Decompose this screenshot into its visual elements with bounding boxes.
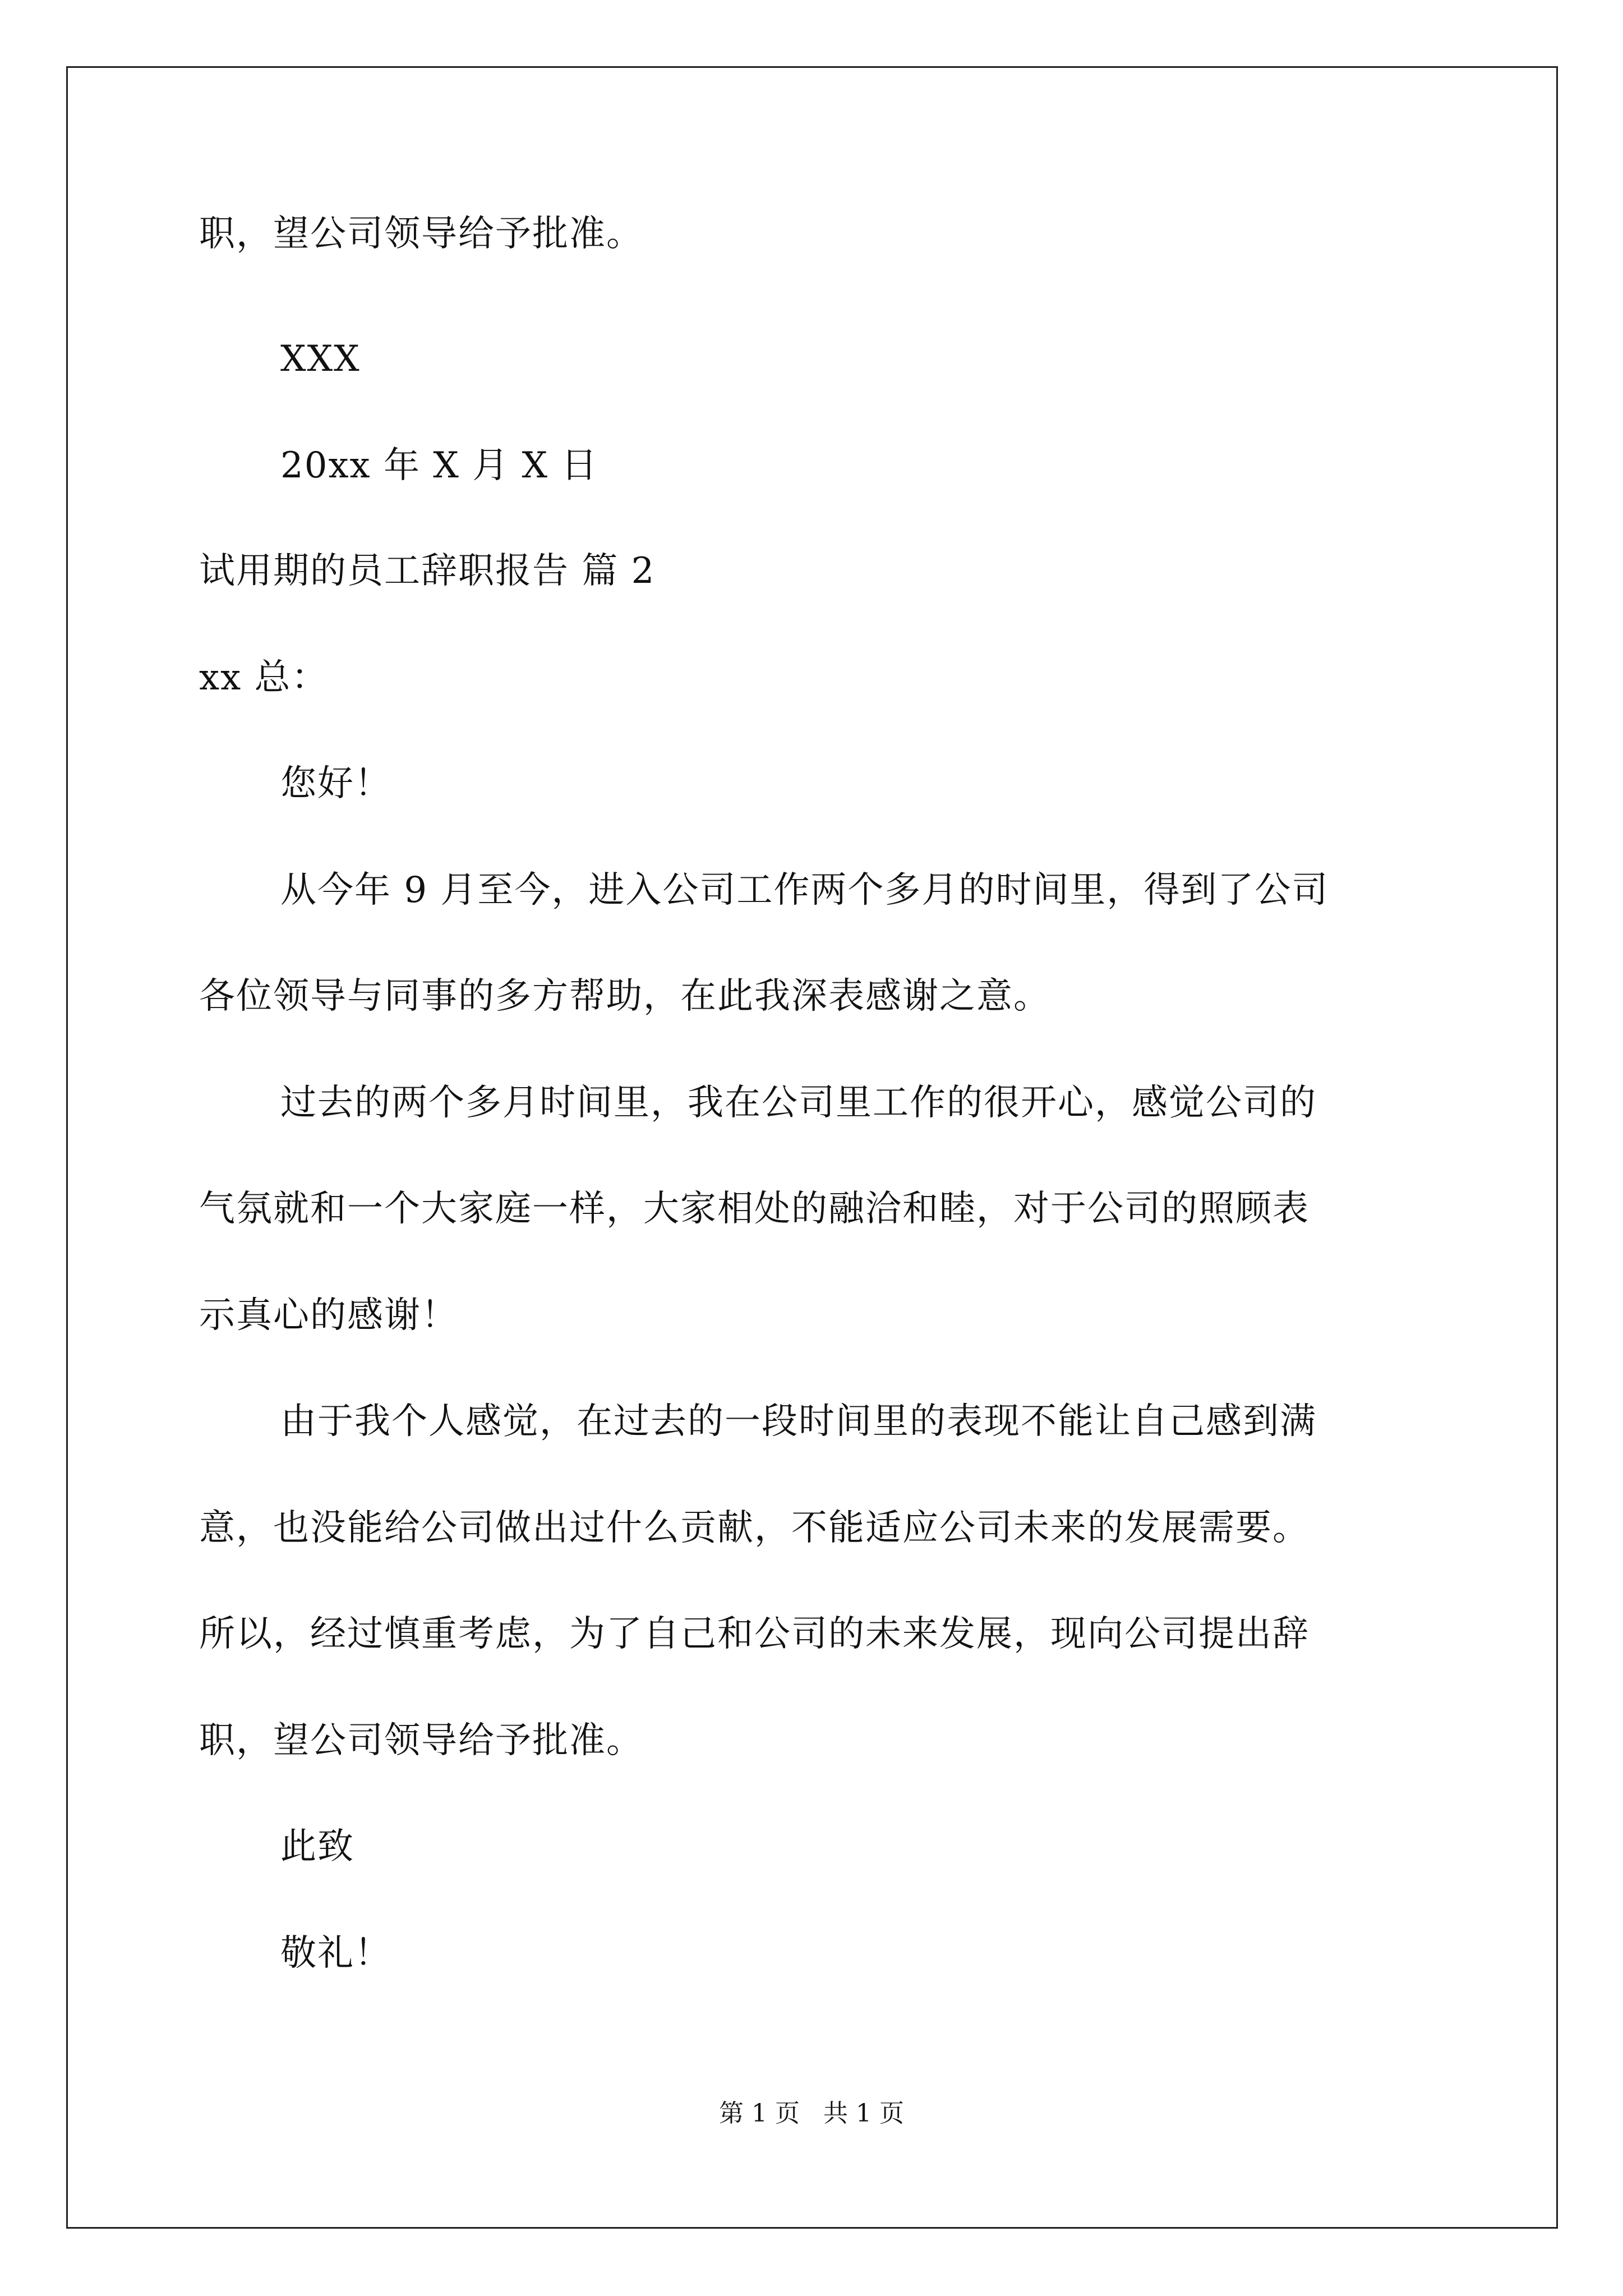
closing-regards: 敬礼！ xyxy=(280,1932,391,1974)
paragraph-line: 示真心的感谢！ xyxy=(199,1295,458,1336)
paragraph-line: 意，也没能给公司做出过什么贡献，不能适应公司未来的发展需要。 xyxy=(199,1507,1310,1549)
page-border xyxy=(66,66,1558,2229)
signature-date: 20xx 年 X 月 X 日 xyxy=(280,445,598,486)
text-line: 职，望公司领导给予批准。 xyxy=(199,213,643,255)
paragraph-line: 从今年 9 月至今，进入公司工作两个多月的时间里，得到了公司 xyxy=(280,869,1329,911)
signature-name: XXX xyxy=(280,338,361,380)
paragraph-line: 由于我个人感觉，在过去的一段时间里的表现不能让自己感到满 xyxy=(280,1401,1317,1442)
closing-line: 此致 xyxy=(280,1826,354,1867)
paragraph-line: 各位领导与同事的多方帮助，在此我深表感谢之意。 xyxy=(199,976,1050,1017)
paragraph-line: 气氛就和一个大家庭一样，大家相处的融洽和睦，对于公司的照顾表 xyxy=(199,1188,1310,1230)
paragraph-line: 职，望公司领导给予批准。 xyxy=(199,1720,643,1761)
greeting: 您好！ xyxy=(280,763,391,804)
salutation: xx 总： xyxy=(199,657,329,698)
paragraph-line: 过去的两个多月时间里，我在公司里工作的很开心，感觉公司的 xyxy=(280,1082,1317,1124)
page-footer: 第 1 页 共 1 页 xyxy=(719,2099,904,2128)
section-heading: 试用期的员工辞职报告 篇 2 xyxy=(199,550,656,592)
paragraph-line: 所以，经过慎重考虑，为了自己和公司的未来发展，现向公司提出辞 xyxy=(199,1613,1310,1655)
